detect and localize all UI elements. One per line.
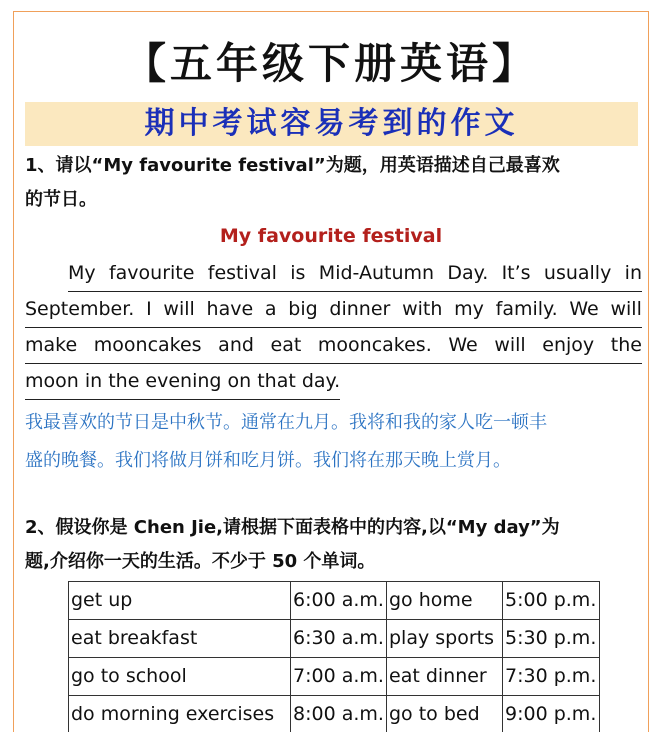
question-1-line-2: 的节日。 xyxy=(25,183,645,217)
activity-cell: go to bed xyxy=(387,696,503,732)
essay-line xyxy=(68,256,642,292)
time-cell: 5:30 p.m. xyxy=(503,620,600,658)
document-title: 【五年级下册英语】 xyxy=(14,38,648,90)
table-row xyxy=(69,620,600,658)
essay-word: It’s xyxy=(502,256,531,291)
table-row xyxy=(69,582,600,620)
question-1-line-1: 1、请以“My favourite festival”为题，用英语描述自己最喜欢 xyxy=(25,149,645,183)
essay-word: September. xyxy=(25,292,134,327)
time-cell: 8:00 a.m. xyxy=(291,696,387,732)
essay-word: eat xyxy=(271,328,302,363)
essay-title: My favourite festival xyxy=(14,221,648,251)
essay-word: We xyxy=(448,328,477,363)
essay-word: favourite xyxy=(109,256,194,291)
document-subtitle: 期中考试容易考到的作文 xyxy=(25,105,638,143)
table-row xyxy=(69,696,600,732)
essay-word: Mid-Autumn xyxy=(319,256,434,291)
essay-word: We xyxy=(569,292,598,327)
essay-word: moon in the evening on that day. xyxy=(25,364,340,398)
essay-word: a xyxy=(265,292,277,327)
essay-word: in xyxy=(625,256,642,291)
time-cell: 6:30 a.m. xyxy=(291,620,387,658)
essay-word: festival xyxy=(208,256,277,291)
essay-word: have xyxy=(207,292,254,327)
activity-cell: go to school xyxy=(69,658,291,696)
question-2-line-2: 题,介绍你一天的生活。不少于 50 个单词。 xyxy=(25,545,645,579)
question-1 xyxy=(25,149,645,217)
time-cell: 7:30 p.m. xyxy=(503,658,600,696)
essay-word: dinner xyxy=(329,292,390,327)
subtitle-banner xyxy=(25,102,638,146)
document-page xyxy=(13,11,649,732)
activity-cell: eat breakfast xyxy=(69,620,291,658)
time-cell: 7:00 a.m. xyxy=(291,658,387,696)
essay-word: with xyxy=(402,292,442,327)
essay-word: family. xyxy=(496,292,558,327)
question-2-line-1: 2、假设你是 Chen Jie,请根据下面表格中的内容,以“My day”为 xyxy=(25,511,645,545)
activity-cell: play sports xyxy=(387,620,503,658)
daily-schedule-table xyxy=(68,581,600,732)
question-2 xyxy=(25,511,645,579)
essay-word: will xyxy=(494,328,525,363)
essay-word: and xyxy=(218,328,254,363)
essay-word: will xyxy=(610,292,641,327)
table-row xyxy=(69,658,600,696)
essay-word: I xyxy=(146,292,152,327)
essay-word: mooncakes xyxy=(94,328,202,363)
translation-line-1: 我最喜欢的节日是中秋节。通常在九月。我将和我的家人吃一顿丰 xyxy=(25,404,645,442)
essay-translation xyxy=(25,404,645,480)
translation-line-2: 盛的晚餐。我们将做月饼和吃月饼。我们将在那天晚上赏月。 xyxy=(25,442,645,480)
activity-cell: go home xyxy=(387,582,503,620)
time-cell: 6:00 a.m. xyxy=(291,582,387,620)
essay-word: big xyxy=(288,292,317,327)
time-cell: 9:00 p.m. xyxy=(503,696,600,732)
activity-cell: get up xyxy=(69,582,291,620)
essay-word: My xyxy=(68,256,96,291)
essay-word: is xyxy=(290,256,305,291)
time-cell: 5:00 p.m. xyxy=(503,582,600,620)
essay-word: Day. xyxy=(447,256,488,291)
essay-line xyxy=(25,364,340,400)
essay-word: make xyxy=(25,328,77,363)
essay-line xyxy=(25,328,642,364)
essay-word: the xyxy=(611,328,642,363)
essay-line xyxy=(25,292,642,328)
essay-word: will xyxy=(163,292,194,327)
activity-cell: eat dinner xyxy=(387,658,503,696)
essay-word: my xyxy=(454,292,484,327)
essay-word: enjoy xyxy=(542,328,594,363)
activity-cell: do morning exercises xyxy=(69,696,291,732)
essay-word: mooncakes. xyxy=(318,328,432,363)
essay-body xyxy=(25,256,642,400)
essay-word: usually xyxy=(544,256,611,291)
